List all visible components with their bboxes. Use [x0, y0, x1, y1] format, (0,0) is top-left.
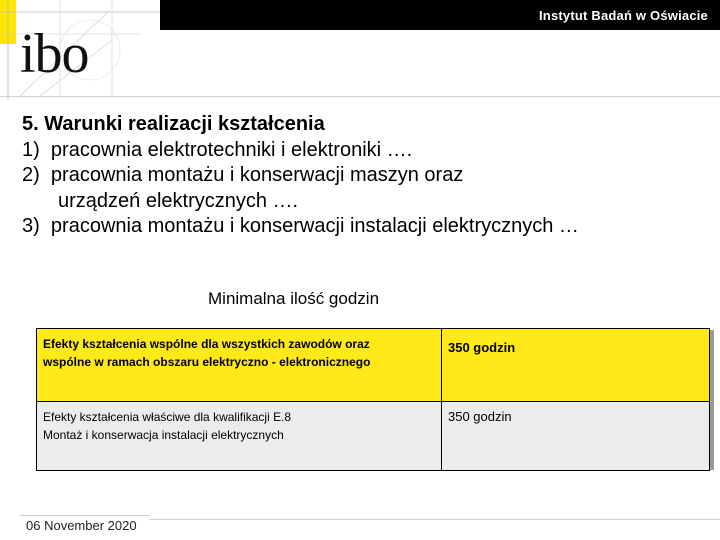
footer-date-box [20, 515, 150, 538]
list-item-text: pracownia elektrotechniki i elektroniki …. [50, 138, 413, 161]
list-item-number: 1) [22, 138, 40, 161]
table-cell-hours: 350 godzin [442, 402, 710, 471]
list-item-number: 2) [22, 164, 40, 186]
list-item-number: 3) [22, 215, 40, 237]
list-item [22, 163, 712, 189]
table-cell-hours: 350 godzin [442, 329, 710, 402]
slide-content [22, 112, 712, 240]
description-line: Efekty kształcenia wspólne dla wszystkich zawodów oraz [43, 337, 370, 351]
logo [0, 0, 160, 100]
description-line: wspólne w ramach obszaru elektryczno - elektronicznego [43, 355, 371, 369]
section-title: 5. Warunki realizacji kształcenia [22, 113, 325, 135]
table-cell-description [37, 402, 442, 471]
description-line: Montaż i konserwacja instalacji elektrycznych [43, 428, 284, 442]
hours-table [36, 328, 710, 471]
list-item-continuation: urządzeń elektrycznych …. [58, 189, 299, 212]
list-item [22, 214, 712, 240]
subheading: Minimalna ilość godzin [208, 289, 380, 308]
list-item-text: pracownia montażu i konserwacji instalacji elektrycznych … [50, 215, 579, 237]
description-line: Efekty kształcenia właściwe dla kwalifikacji E.8 [43, 410, 292, 424]
header-bar [160, 0, 720, 30]
institute-name: Instytut Badań w Oświacie [539, 8, 708, 23]
footer-date: 06 November 2020 [26, 518, 137, 533]
header-divider [0, 96, 720, 97]
table-row [37, 329, 710, 402]
footer-divider [150, 519, 720, 520]
table-row [37, 402, 710, 471]
list-item [22, 138, 712, 164]
logo-text: ibo [20, 23, 89, 85]
table-cell-description [37, 329, 442, 402]
list-item-text: pracownia montażu i konserwacji maszyn oraz [50, 164, 464, 186]
